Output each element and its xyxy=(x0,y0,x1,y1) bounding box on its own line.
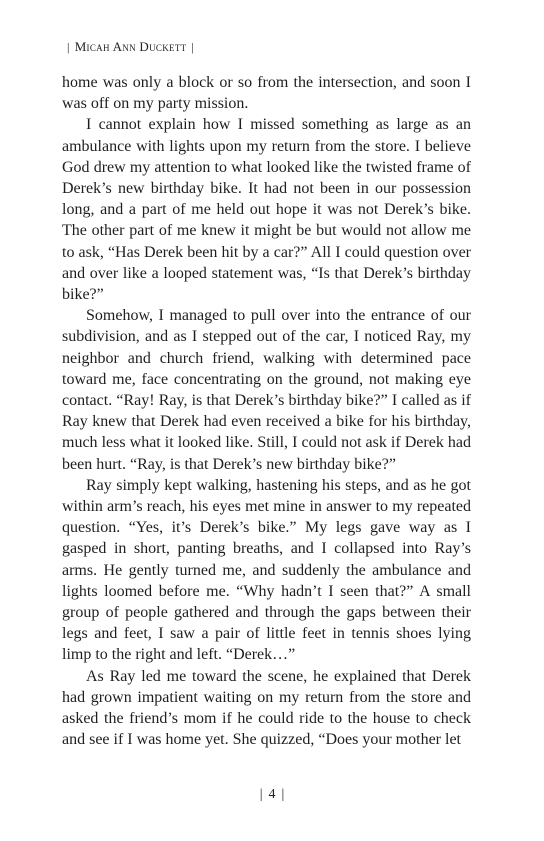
footer-right-bar: | xyxy=(281,787,285,802)
paragraph-4: Ray simply kept walking, hastening his steps, and as he got within arm’s reach, his eyes met mine in answer to my repeated question. “Yes, it’s Derek’s bike.” My legs gave way as I gasped in short, panting breaths, and I collapsed into Ray’s arms. He gently turned me, and suddenly the ambulance and lights loomed before me. “Why hadn’t I seen that?” A small group of people gathered and through the gaps between their legs and feet, I saw a pair of little feet in tennis shoes lying limp to the right and left. “Derek…” xyxy=(62,476,471,664)
page-footer xyxy=(0,787,544,803)
footer-left-bar: | xyxy=(259,787,263,802)
running-header xyxy=(62,39,199,55)
paragraph-1: home was only a block or so from the intersection, and soon I was off on my party mission. xyxy=(62,74,471,113)
body-text xyxy=(62,72,471,751)
header-right-bar: | xyxy=(191,40,195,54)
header-author: Micah Ann Duckett xyxy=(74,39,187,54)
paragraph-5: As Ray led me toward the scene, he explained that Derek had grown impatient waiting on my return from the store and asked the friend’s mom if he could ride to the house to check and see if I was home yet. She quizzed, “Does your mother let xyxy=(62,667,471,749)
paragraph-2: I cannot explain how I missed something as large as an ambulance with lights upon my return from the store. I believe God drew my attention to what looked like the twisted frame of Derek’s new birthday bike. It had not been in our possession long, and a part of me held out hope it was not Derek’s bike. The other part of me knew it might be but would not allow me to ask, “Has Derek been hit by a car?” All I could question over and over like a looped statement was, “Is that Derek’s birthday bike?” xyxy=(62,116,471,304)
page-number: 4 xyxy=(268,787,276,802)
header-left-bar: | xyxy=(67,40,70,54)
paragraph-3: Somehow, I managed to pull over into the entrance of our subdivision, and as I stepped out of the car, I noticed Ray, my neighbor and church friend, walking with determined pace toward me, face concentrating on the ground, not making eye contact. “Ray! Ray, is that Derek’s birthday bike?” I called as if Ray knew that Derek had even received a bike for his birthday, much less what it looked like. Still, I could not ask if Derek had been hurt. “Ray, is that Derek’s new birthday bike?” xyxy=(62,307,471,473)
